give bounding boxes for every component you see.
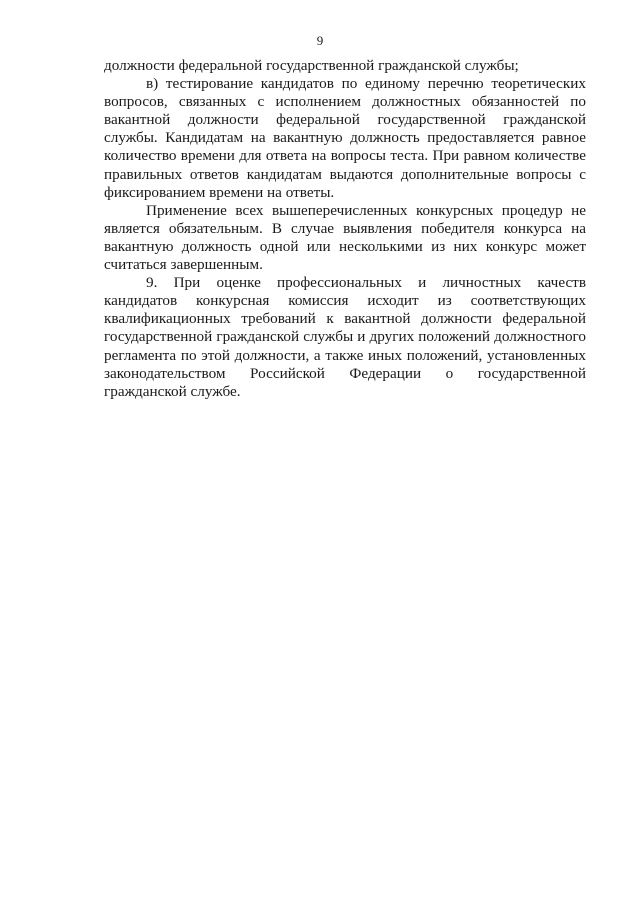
paragraph-procedures-application: Применение всех вышеперечисленных конкурсных процедур не является обязательным. В случае выявления победителя конкурса на вакантную должность одной или несколькими из них конкурс может считаться завершенным. xyxy=(104,201,586,274)
page-number: 9 xyxy=(316,33,324,48)
paragraph-continuation: должности федеральной государственной гражданской службы; xyxy=(104,57,519,74)
paragraph-clause-9: 9. При оценке профессиональных и личностных качеств кандидатов конкурсная комиссия исходит из соответствующих квалификационных требований к вакантной должности федеральной государственной гражданской службы и других положений должностного регламента по этой должности, а также иных положений, установленных законодательством Российской Федерации о государственной гражданской службе. xyxy=(104,274,586,400)
paragraph-item-v-testing: в) тестирование кандидатов по единому перечню теоретических вопросов, связанных с исполнением должностных обязанностей по вакантной должности федеральной государственной гражданской службы. Кандидатам на вакантную должность предоставляется равное количество времени для ответа на вопросы теста. При равном количестве правильных ответов кандидатам выдаются дополнительные вопросы с фиксированием времени на ответы. xyxy=(104,75,586,201)
document-body xyxy=(104,57,586,401)
